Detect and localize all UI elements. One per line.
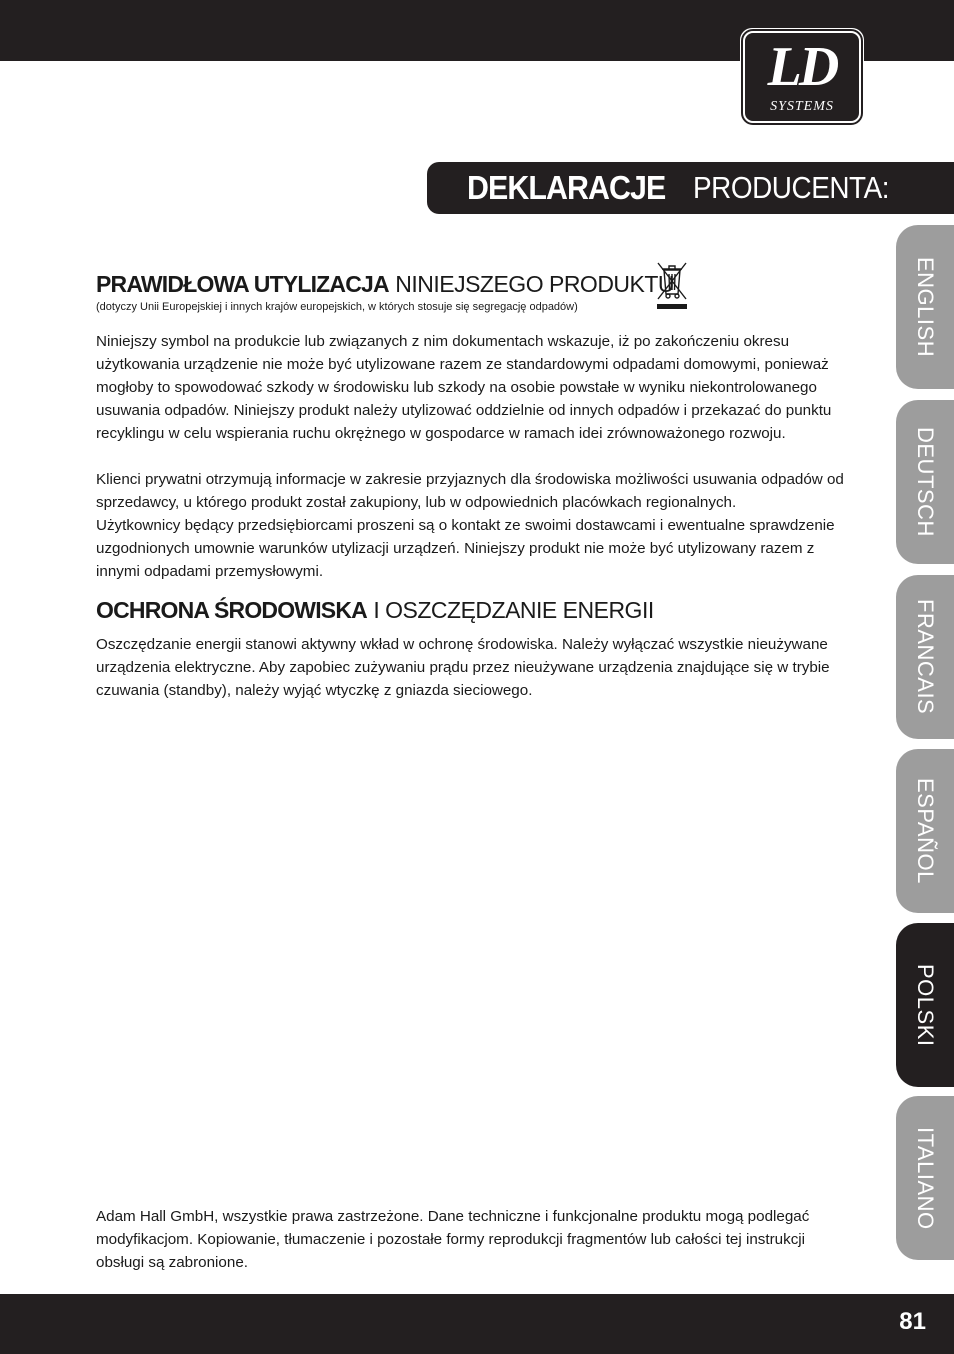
page-title-bold: DEKLARACJE [467, 169, 666, 206]
section-disposal [96, 270, 856, 314]
tab-deutsch[interactable] [896, 400, 954, 564]
heading-bold: PRAWIDŁOWA UTYLIZACJA [96, 271, 389, 297]
heading-light: NINIEJSZEGO PRODUKTU [395, 271, 675, 297]
tab-label: FRANCAIS [913, 599, 938, 715]
bottom-bar [0, 1294, 954, 1354]
tab-label: POLSKI [913, 963, 938, 1047]
page-number: 81 [899, 1308, 926, 1335]
tab-label: ENGLISH [913, 256, 938, 358]
tab-espanol[interactable] [896, 749, 954, 913]
weee-crossed-bin-icon [654, 260, 690, 310]
section-heading [96, 270, 856, 298]
logo-subtitle: SYSTEMS [770, 99, 834, 114]
paragraph: Klienci prywatni otrzymują informacje w zakresie przyjaznych dla środowiska możliwości usuwania odpadów od sprzedawcy, u którego produkt został zakupiony, lub w odpowiednich placówkach regionalnych. [96, 471, 844, 511]
page-title-light: PRODUCENTA: [692, 170, 889, 205]
tab-label: ESPAÑOL [913, 778, 938, 884]
tab-label: ITALIANO [913, 1126, 938, 1230]
logo-mark: LD [767, 36, 837, 98]
section-subnote: (dotyczy Unii Europejskiej i innych krajów europejskich, w których stosuje się segregację odpadów) [96, 301, 578, 313]
tab-label: DEUTSCH [913, 427, 938, 537]
paragraph: Użytkownicy będący przedsiębiorcami proszeni są o kontakt ze swoimi dostawcami i ewentualne sprawdzenie uzgodnionych umownie warunków utylizacji urządzeń. Niniejszy produkt nie może być utylizowany razem z innymi odpadami przemysłowymi. [96, 517, 835, 580]
tab-polski[interactable] [896, 923, 954, 1087]
tab-italiano[interactable] [896, 1096, 954, 1260]
section-heading [96, 596, 856, 624]
logo-badge [743, 31, 861, 123]
section-disposal-body [96, 330, 856, 583]
tab-francais[interactable] [896, 575, 954, 739]
tab-english[interactable] [896, 225, 954, 389]
paragraph: Niniejszy symbol na produkcie lub związanych z nim dokumentach wskazuje, iż po zakończeniu okresu użytkowania urządzenie nie może być utylizowane razem ze standardowymi odpadami domowymi, ponieważ mogłoby to spowodować szkody w środowisku lub szkody na osobie powstałe w wyniku niekontrolowanego usuwania odpadów. Niniejszy produkt należy utylizować oddzielnie od innych odpadów i przekazać do punktu recyklingu w celu wspierania ruchu okrężnego w gospodarce w ramach idei zrównoważonego rozwoju. [96, 333, 832, 442]
heading-light: I OSZCZĘDZANIE ENERGII [373, 597, 654, 623]
copyright-note: Adam Hall GmbH, wszystkie prawa zastrzeżone. Dane techniczne i funkcjonalne produktu mogą podlegać modyfikacjom. Kopiowanie, tłumaczenie i pozostałe formy reprodukcji fragmentów lub całości tej instrukcji obsługi są zabronione. [96, 1208, 810, 1271]
heading-bold: OCHRONA ŚRODOWISKA [96, 597, 367, 623]
page-title [427, 162, 954, 214]
section-environment [96, 596, 856, 702]
paragraph: Oszczędzanie energii stanowi aktywny wkład w ochronę środowiska. Należy wyłączać wszystkie nieużywane urządzenia elektryczne. Aby zapobiec zużywaniu prądu przez nieużywane urządzenia znajdujące się w trybie czuwania (standby), należy wyjąć wtyczkę z gniazda sieciowego. [96, 636, 830, 699]
ld-systems-logo [740, 28, 864, 126]
